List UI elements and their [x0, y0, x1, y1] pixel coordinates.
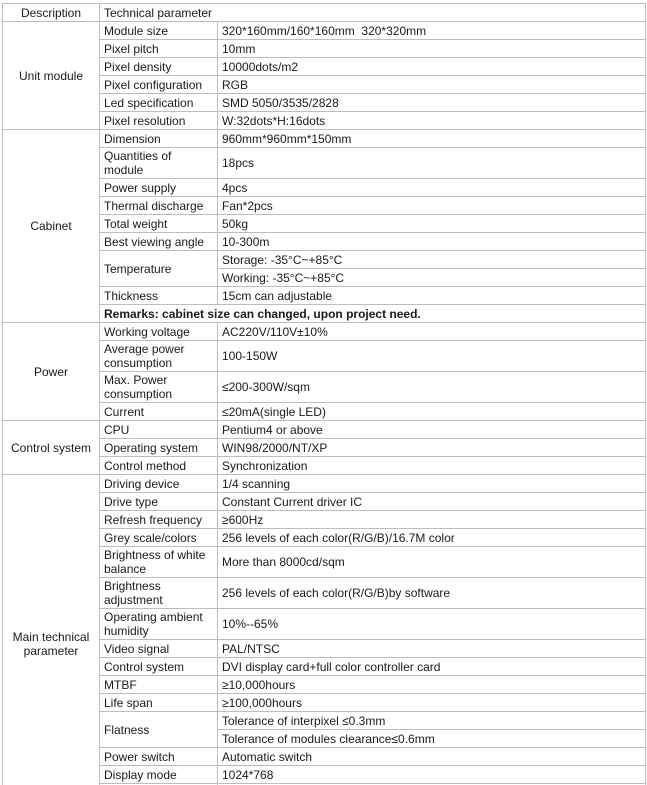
- value-cell: Automatic switch: [218, 748, 646, 766]
- table-row: [3, 511, 646, 529]
- table-row: [3, 341, 646, 372]
- table-row: [3, 766, 646, 784]
- value-cell: 1024*768: [218, 766, 646, 784]
- parameter-cell: Flatness: [100, 712, 218, 748]
- parameter-cell: CPU: [100, 421, 218, 439]
- parameter-cell: Driving device: [100, 475, 218, 493]
- value-cell: Fan*2pcs: [218, 197, 646, 215]
- parameter-cell: Control system: [100, 658, 218, 676]
- value-cell: 50kg: [218, 215, 646, 233]
- parameter-cell: Pixel pitch: [100, 40, 218, 58]
- parameter-cell: MTBF: [100, 676, 218, 694]
- value-cell: Constant Current driver IC: [218, 493, 646, 511]
- parameter-cell: Dimension: [100, 130, 218, 148]
- table-row: [3, 475, 646, 493]
- header-description-cell: Description: [3, 4, 100, 22]
- table-row: [3, 233, 646, 251]
- parameter-cell: Power switch: [100, 748, 218, 766]
- value-cell: Pentium4 or above: [218, 421, 646, 439]
- remark-cell: Remarks: cabinet size can changed, upon project need.: [100, 305, 646, 323]
- spec-table-body: [3, 4, 646, 785]
- header-technical-parameter-cell: Technical parameter: [100, 4, 646, 22]
- value-cell: ≥600Hz: [218, 511, 646, 529]
- table-row: [3, 76, 646, 94]
- table-row: [3, 748, 646, 766]
- table-row: [3, 179, 646, 197]
- parameter-cell: Module size: [100, 22, 218, 40]
- table-row: [3, 305, 646, 323]
- table-row: [3, 493, 646, 511]
- table-row: [3, 22, 646, 40]
- category-cell: Power: [3, 323, 100, 421]
- parameter-cell: Operating ambient humidity: [100, 609, 218, 640]
- parameter-cell: Temperature: [100, 251, 218, 287]
- parameter-cell: Drive type: [100, 493, 218, 511]
- category-cell: Control system: [3, 421, 100, 475]
- value-cell: Tolerance of modules clearance≤0.6mm: [218, 730, 646, 748]
- value-cell: Tolerance of interpixel ≤0.3mm: [218, 712, 646, 730]
- value-cell: RGB: [218, 76, 646, 94]
- table-row: [3, 676, 646, 694]
- value-cell: 4pcs: [218, 179, 646, 197]
- technical-parameter-table: [2, 3, 646, 785]
- value-cell: 15cm can adjustable: [218, 287, 646, 305]
- category-cell: Cabinet: [3, 130, 100, 323]
- table-row: [3, 372, 646, 403]
- table-row: [3, 112, 646, 130]
- value-cell: DVI display card+full color controller card: [218, 658, 646, 676]
- value-cell: 100-150W: [218, 341, 646, 372]
- value-cell: Synchronization: [218, 457, 646, 475]
- value-cell: 1/4 scanning: [218, 475, 646, 493]
- parameter-cell: Display mode: [100, 766, 218, 784]
- table-row: [3, 694, 646, 712]
- parameter-cell: Average power consumption: [100, 341, 218, 372]
- table-row: [3, 94, 646, 112]
- parameter-cell: Brightness adjustment: [100, 578, 218, 609]
- parameter-cell: Grey scale/colors: [100, 529, 218, 547]
- table-row: [3, 148, 646, 179]
- value-cell: ≥100,000hours: [218, 694, 646, 712]
- table-row: [3, 658, 646, 676]
- table-row: [3, 251, 646, 269]
- table-row: [3, 421, 646, 439]
- value-cell: SMD 5050/3535/2828: [218, 94, 646, 112]
- table-row: [3, 457, 646, 475]
- value-cell: Working: -35°C~+85°C: [218, 269, 646, 287]
- value-cell: 10000dots/m2: [218, 58, 646, 76]
- table-row: [3, 130, 646, 148]
- parameter-cell: Life span: [100, 694, 218, 712]
- parameter-cell: Power supply: [100, 179, 218, 197]
- parameter-cell: Video signal: [100, 640, 218, 658]
- value-cell: ≥10,000hours: [218, 676, 646, 694]
- value-cell: 10mm: [218, 40, 646, 58]
- table-row: [3, 547, 646, 578]
- value-cell: 960mm*960mm*150mm: [218, 130, 646, 148]
- value-cell: W:32dots*H:16dots: [218, 112, 646, 130]
- category-cell: Unit module: [3, 22, 100, 130]
- header-row: [3, 4, 646, 22]
- parameter-cell: Working voltage: [100, 323, 218, 341]
- parameter-cell: Total weight: [100, 215, 218, 233]
- table-row: [3, 609, 646, 640]
- value-cell: AC220V/110V±10%: [218, 323, 646, 341]
- parameter-cell: Best viewing angle: [100, 233, 218, 251]
- table-row: [3, 403, 646, 421]
- table-row: [3, 439, 646, 457]
- value-cell: ≤20mA(single LED): [218, 403, 646, 421]
- parameter-cell: Brightness of white balance: [100, 547, 218, 578]
- value-cell: WIN98/2000/NT/XP: [218, 439, 646, 457]
- parameter-cell: Thermal discharge: [100, 197, 218, 215]
- table-row: [3, 215, 646, 233]
- table-row: [3, 287, 646, 305]
- value-cell: 256 levels of each color(R/G/B)by software: [218, 578, 646, 609]
- parameter-cell: Led specification: [100, 94, 218, 112]
- table-row: [3, 58, 646, 76]
- table-row: [3, 529, 646, 547]
- parameter-cell: Operating system: [100, 439, 218, 457]
- table-row: [3, 323, 646, 341]
- table-row: [3, 197, 646, 215]
- parameter-cell: Control method: [100, 457, 218, 475]
- table-row: [3, 578, 646, 609]
- parameter-cell: Pixel resolution: [100, 112, 218, 130]
- table-row: [3, 640, 646, 658]
- value-cell: 320*160mm/160*160mm 320*320mm: [218, 22, 646, 40]
- value-cell: 10%--65%: [218, 609, 646, 640]
- parameter-cell: Thickness: [100, 287, 218, 305]
- value-cell: 18pcs: [218, 148, 646, 179]
- parameter-cell: Current: [100, 403, 218, 421]
- value-cell: 256 levels of each color(R/G/B)/16.7M color: [218, 529, 646, 547]
- table-row: [3, 40, 646, 58]
- parameter-cell: Refresh frequency: [100, 511, 218, 529]
- table-row: [3, 712, 646, 730]
- category-cell: Main technical parameter: [3, 475, 100, 785]
- value-cell: ≤200-300W/sqm: [218, 372, 646, 403]
- parameter-cell: Pixel density: [100, 58, 218, 76]
- parameter-cell: Max. Power consumption: [100, 372, 218, 403]
- value-cell: PAL/NTSC: [218, 640, 646, 658]
- parameter-cell: Quantities of module: [100, 148, 218, 179]
- value-cell: Storage: -35°C~+85°C: [218, 251, 646, 269]
- value-cell: 10-300m: [218, 233, 646, 251]
- parameter-cell: Pixel configuration: [100, 76, 218, 94]
- value-cell: More than 8000cd/sqm: [218, 547, 646, 578]
